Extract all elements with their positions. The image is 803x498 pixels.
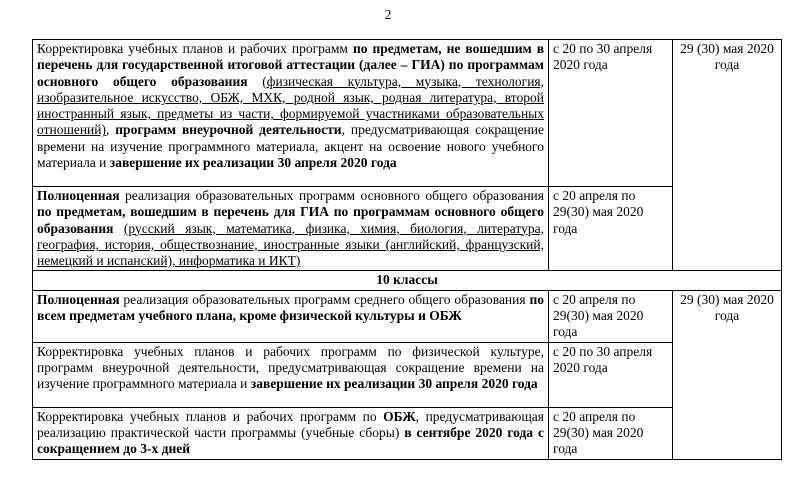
schedule-table <box>32 39 782 460</box>
period-cell: с 20 апреля по 29(30) мая 2020 года <box>549 290 673 342</box>
period-cell: с 20 по 30 апреля 2020 года <box>549 342 673 407</box>
activity-cell-10cl-physical: Корректировка учебных планов и рабочих программ по физической культуре, программ внеурочной деятельности, предусматривающая сокращение времени на изучение программного материала и завершение их реализации 30 апреля 2020 года <box>33 342 549 407</box>
table-row <box>33 187 782 271</box>
activity-cell-9cl-gia: Полноценная реализация образовательных программ основного общего образования по предметам, вошедшим в перечень для ГИА по программам основного общего образования (русский язык, математика, физика, химия, биология, литература, география, история, обществознание, иностранные языки (английский, французский, немецкий и испанский), информатика и ИКТ) <box>33 187 549 271</box>
activity-cell-9cl-not-gia: Корректировка учебных планов и рабочих программ по предметам, не вошедшим в перечень для государственной итоговой аттестации (далее – ГИА) по программам основного общего образования (физическая культура, музыка, технология, изобразительное искусство, ОБЖ, МХК, родной язык, родная литература, второй иностранный язык, предметы из части, формируемой участниками образовательных отношений), программ внеурочной деятельности, предусматривающая сокращение времени на изучение программного материала, акцент на освоение нового учебного материала и завершение их реализации 30 апреля 2020 года <box>33 40 549 187</box>
activity-cell-10cl-obzh: Корректировка учебных планов и рабочих программ по ОБЖ, предусматривающая реализацию практической части программы (учебные сборы) в сентябре 2020 года с сокращением до 3-х дней <box>33 407 549 459</box>
table-row-group-header <box>33 271 782 290</box>
deadline-cell-9cl: 29 (30) мая 2020 года <box>673 40 782 271</box>
deadline-cell-10cl: 29 (30) мая 2020 года <box>673 290 782 459</box>
period-cell: с 20 апреля по 29(30) мая 2020 года <box>549 407 673 459</box>
table-row <box>33 290 782 342</box>
table-row <box>33 407 782 459</box>
page-number: 2 <box>384 7 392 22</box>
period-cell: с 20 по 30 апреля 2020 года <box>549 40 673 187</box>
group-header-10-classes: 10 классы <box>33 271 782 290</box>
table-row <box>33 342 782 407</box>
table-row <box>33 40 782 187</box>
activity-cell-10cl-full: Полноценная реализация образовательных программ среднего общего образования по всем предметам учебного плана, кроме физической культуры и ОБЖ <box>33 290 549 342</box>
period-cell: с 20 апреля по 29(30) мая 2020 года <box>549 187 673 271</box>
